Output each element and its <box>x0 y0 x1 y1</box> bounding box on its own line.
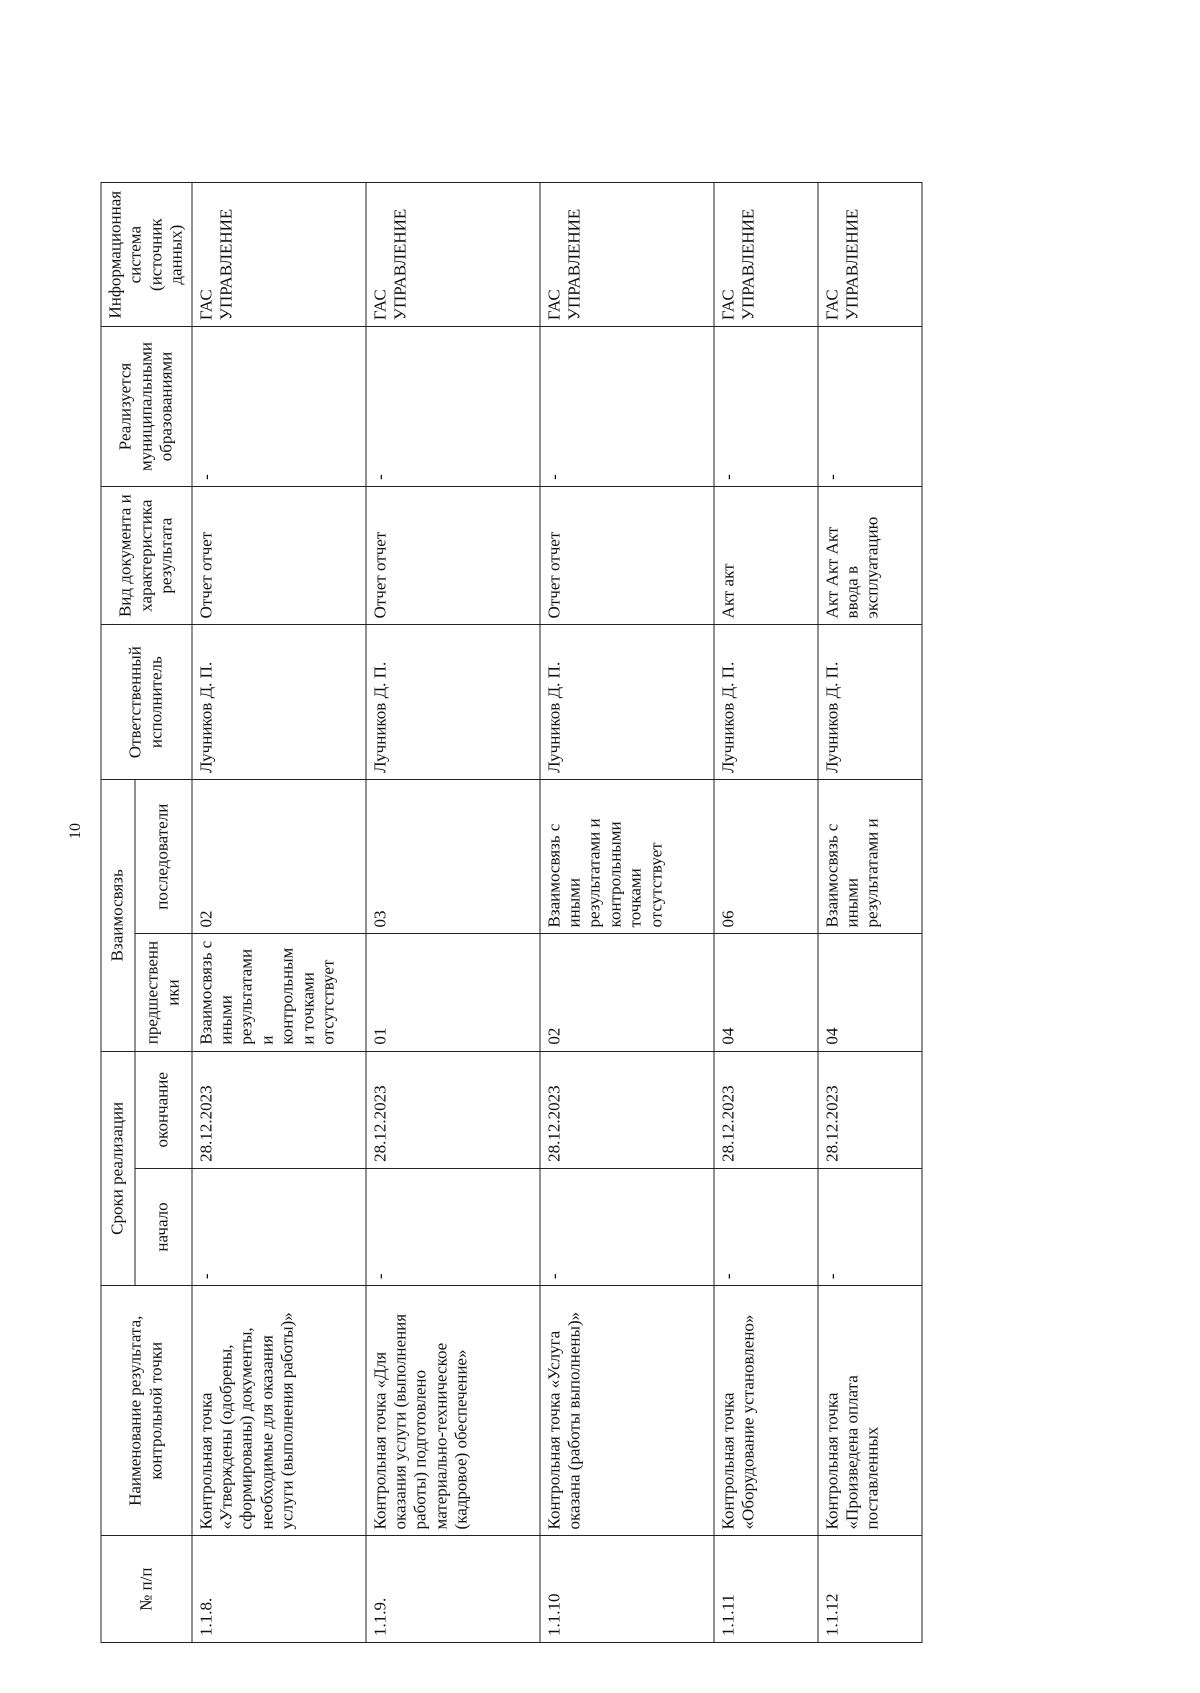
cell-pred: 02 <box>540 934 714 1051</box>
cell-end: 28.12.2023 <box>714 1051 818 1168</box>
cell-resp: Лучников Д. П. <box>366 625 540 780</box>
cell-pred: 04 <box>818 934 922 1051</box>
table-row <box>540 34 714 1643</box>
cell-succ: 02 <box>192 779 366 934</box>
cell-resp: Лучников Д. П. <box>192 625 366 780</box>
header-doc: Вид документа и характеристика результата <box>101 486 192 625</box>
header-relation: Взаимосвязь <box>101 779 135 1051</box>
cell-end: 28.12.2023 <box>818 1051 922 1168</box>
cell-pred: Взаимосвязь с иными результатами и контрольными точками отсутствует <box>192 934 366 1051</box>
cell-succ: Взаимосвязь с иными результатами и <box>818 779 922 934</box>
header-munic: Реализуется муниципальными образованиями <box>101 327 192 487</box>
table-row <box>818 34 922 1643</box>
header-pred: предшественники <box>135 934 192 1051</box>
cell-start: - <box>818 1168 922 1285</box>
cell-name: Контрольная точка «Для оказания услуги (выполнения работы) подготовлено материально-техническое (кадровое) обеспечение» <box>366 1286 540 1536</box>
cell-resp: Лучников Д. П. <box>714 625 818 780</box>
cell-end: 28.12.2023 <box>366 1051 540 1168</box>
cell-pred: 01 <box>366 934 540 1051</box>
cell-system: ГАС УПРАВЛЕНИЕ <box>714 183 818 327</box>
cell-munic: - <box>540 327 714 487</box>
cell-num: 1.1.9. <box>366 1536 540 1643</box>
page-number: 10 <box>67 823 84 839</box>
cell-name: Контрольная точка «Произведена оплата поставленных <box>818 1286 922 1536</box>
cell-doc: Отчет отчет <box>192 486 366 625</box>
cell-succ: 03 <box>366 779 540 934</box>
header-row-1 <box>101 34 135 1643</box>
cell-doc: Акт акт <box>714 486 818 625</box>
cell-resp: Лучников Д. П. <box>818 625 922 780</box>
cell-succ: 06 <box>714 779 818 934</box>
rotated-table-container <box>101 33 1116 1643</box>
plan-table <box>101 33 923 1643</box>
cell-name: Контрольная точка «Утверждены (одобрены, сформированы) документы, необходимые для оказания услуги (выполнения работы)» <box>192 1286 366 1536</box>
header-succ: последователи <box>135 779 192 934</box>
cell-name: Контрольная точка «Оборудование установлено» <box>714 1286 818 1536</box>
cell-munic: - <box>366 327 540 487</box>
cell-pred: 04 <box>714 934 818 1051</box>
header-end: окончание <box>135 1051 192 1168</box>
table-row <box>366 34 540 1643</box>
cell-start: - <box>540 1168 714 1285</box>
cell-resp: Лучников Д. П. <box>540 625 714 780</box>
cell-doc: Акт Акт Акт ввода в эксплуатацию <box>818 486 922 625</box>
cell-num: 1.1.12 <box>818 1536 922 1643</box>
cell-start: - <box>366 1168 540 1285</box>
cell-munic: - <box>818 327 922 487</box>
cell-succ: Взаимосвязь с иными результатами и контрольными точками отсутствует <box>540 779 714 934</box>
cell-start: - <box>192 1168 366 1285</box>
header-terms: Сроки реализации <box>101 1051 135 1285</box>
cell-doc: Отчет отчет <box>540 486 714 625</box>
cell-munic: - <box>714 327 818 487</box>
header-start: начало <box>135 1168 192 1285</box>
cell-system: ГАС УПРАВЛЕНИЕ <box>818 183 922 327</box>
table-row <box>714 34 818 1643</box>
cell-system: ГАС УПРАВЛЕНИЕ <box>540 183 714 327</box>
cell-name: Контрольная точка «Услуга оказана (работы выполнены)» <box>540 1286 714 1536</box>
cell-num: 1.1.10 <box>540 1536 714 1643</box>
table-row <box>192 34 366 1643</box>
cell-end: 28.12.2023 <box>192 1051 366 1168</box>
cell-end: 28.12.2023 <box>540 1051 714 1168</box>
header-system: Информационная система (источник данных) <box>101 183 192 327</box>
cell-num: 1.1.11 <box>714 1536 818 1643</box>
cell-num: 1.1.8. <box>192 1536 366 1643</box>
header-num: № п/п <box>101 1536 192 1643</box>
cell-doc: Отчет отчет <box>366 486 540 625</box>
cell-start: - <box>714 1168 818 1285</box>
cell-system: ГАС УПРАВЛЕНИЕ <box>366 183 540 327</box>
cell-munic: - <box>192 327 366 487</box>
cell-system: ГАС УПРАВЛЕНИЕ <box>192 183 366 327</box>
header-name: Наименование результата, контрольной точки <box>101 1286 192 1536</box>
header-resp: Ответственный исполнитель <box>101 625 192 780</box>
